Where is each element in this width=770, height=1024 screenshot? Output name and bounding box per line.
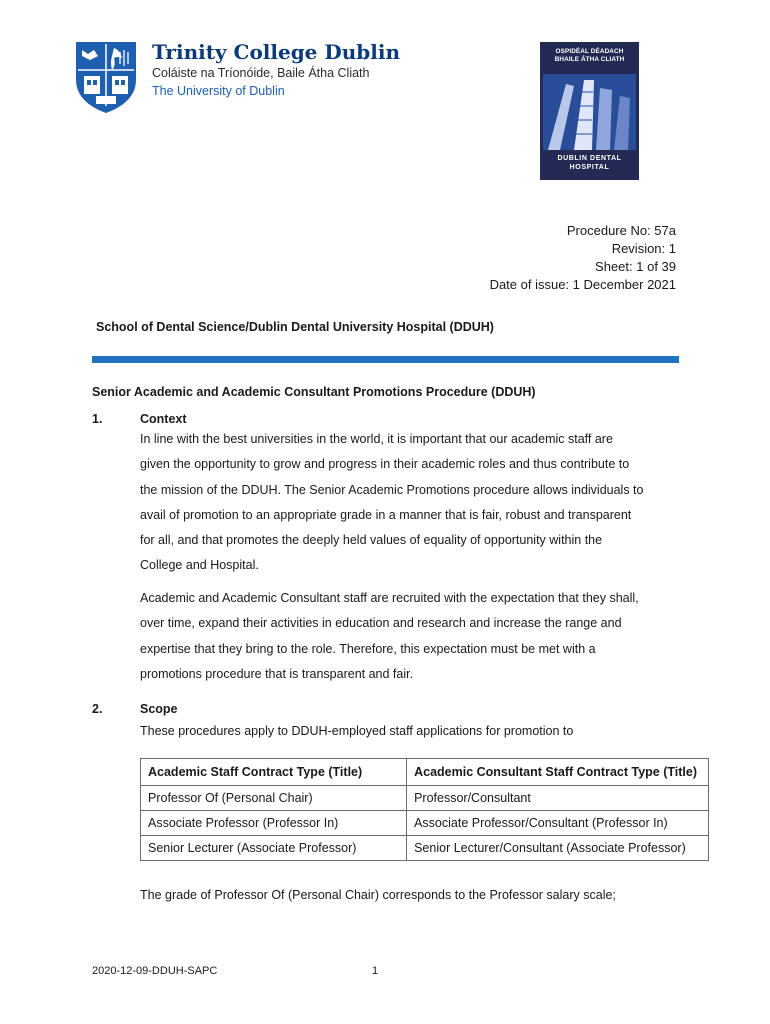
tcd-name: Trinity College Dublin	[152, 40, 400, 64]
tcd-logo	[74, 40, 400, 118]
table-row	[141, 836, 709, 861]
scope-intro: These procedures apply to DDUH-employed staff applications for promotion to	[140, 724, 574, 738]
tcd-irish-name: Coláiste na Tríonóide, Baile Átha Cliath	[152, 66, 370, 80]
procedure-revision: Revision: 1	[611, 241, 676, 256]
school-line: School of Dental Science/Dublin Dental University Hospital (DDUH)	[96, 320, 494, 334]
ddh-irish-name: OSPIDÉAL DÉADACH BHAILE ÁTHA CLIATH	[554, 48, 625, 63]
section-2-heading: Scope	[140, 702, 178, 716]
table-cell: Associate Professor (Professor In)	[141, 811, 407, 836]
document-title: Senior Academic and Academic Consultant Promotions Procedure (DDUH)	[92, 385, 536, 399]
table-header: Academic Consultant Staff Contract Type (Title)	[407, 759, 709, 786]
context-paragraph-1: In line with the best universities in the world, it is important that our academic staff are given the opportunity to grow and progress in their academic roles and thus contribute to the mission of the DDUH. The Senior Academic Promotions procedure allows individuals to avail of promotion to an appropriate grade in a manner that is fair, robust and transparent for all, and that promotes the deeply held values of equality of opportunity within the College and Hospital.	[140, 432, 644, 573]
table-cell: Senior Lecturer/Consultant (Associate Professor)	[407, 836, 709, 861]
table-cell: Professor Of (Personal Chair)	[141, 786, 407, 811]
section-2-number: 2.	[92, 702, 103, 716]
section-1-heading: Context	[140, 412, 187, 426]
procedure-sheet: Sheet: 1 of 39	[595, 259, 676, 274]
ddh-logo	[540, 42, 639, 180]
table-cell: Associate Professor/Consultant (Professor In)	[407, 811, 709, 836]
procedure-number: Procedure No: 57a	[566, 223, 676, 238]
procedure-date: Date of issue: 1 December 2021	[489, 277, 676, 292]
grade-note: The grade of Professor Of (Personal Chair) corresponds to the Professor salary scale;	[140, 888, 616, 902]
footer-page-number: 1	[372, 965, 379, 977]
tcd-university: The University of Dublin	[152, 84, 285, 98]
table-header-row	[141, 759, 709, 786]
context-paragraph-2: Academic and Academic Consultant staff are recruited with the expectation that they shall, over time, expand their activities in education and research and increase the range and expertise that they bring to the role. Therefore, this expectation must be met with a promotions procedure that is transparent and fair.	[140, 591, 639, 681]
table-header: Academic Staff Contract Type (Title)	[141, 759, 407, 786]
procedure-meta	[490, 222, 676, 294]
ddh-english-name: DUBLIN DENTAL HOSPITAL	[557, 155, 622, 171]
tcd-shield-icon	[74, 40, 138, 114]
table-cell: Senior Lecturer (Associate Professor)	[141, 836, 407, 861]
section-1-number: 1.	[92, 412, 103, 426]
footer-doc-code: 2020-12-09-DDUH-SAPC	[92, 965, 218, 977]
table-row	[141, 786, 709, 811]
table-row	[141, 811, 709, 836]
table-cell: Professor/Consultant	[407, 786, 709, 811]
promotion-grades-table	[140, 758, 709, 861]
divider-rule	[92, 356, 679, 363]
